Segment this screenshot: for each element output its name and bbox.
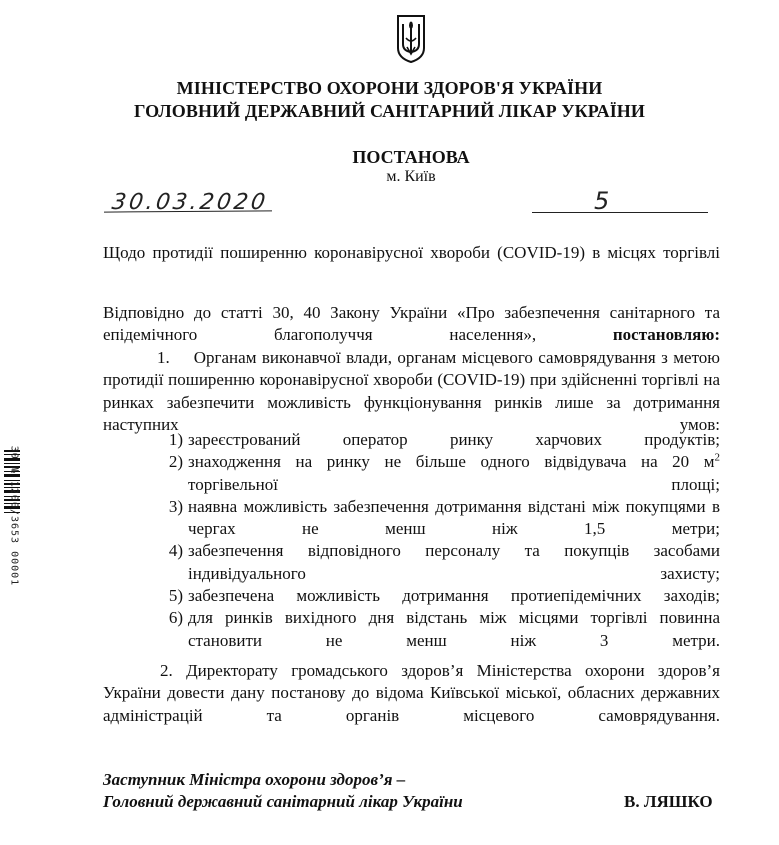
list-item-number: 2) — [168, 452, 183, 472]
list-item — [103, 585, 720, 607]
point-1 — [103, 347, 720, 436]
conditions-list — [103, 429, 720, 652]
document-subject: Щодо протидії поширенню коронавірусної хвороби (COVID-19) в місцях торгівлі — [103, 243, 720, 262]
list-item-number: 3) — [168, 496, 183, 516]
list-item-number: 4) — [168, 541, 183, 561]
list-item — [103, 429, 720, 451]
point-2-text: 2. Директорату громадського здоров’я Міністерства охорони здоров’я України довести дану постанову до відома Київської міської, обласних державних адміністрацій та органів місцевого самоврядування. — [103, 661, 720, 725]
list-item-number: 6) — [168, 608, 183, 628]
point-1-text: Органам виконавчої влади, органам місцевого самоврядування з метою протидії поширенню коронавірусної хвороби (COVID-19) при здійсненні торгівлі на ринках забезпечити можливість функціонування ринків лише за дотримання наступних умов: — [103, 348, 720, 434]
signer-position-line1: Заступник Міністра охорони здоров’я – — [103, 770, 406, 789]
ministry-title: МІНІСТЕРСТВО ОХОРОНИ ЗДОРОВ'Я УКРАЇНИ — [176, 78, 603, 98]
list-item-text: забезпечення відповідного персоналу та покупців засобами індивідуального захисту; — [188, 541, 720, 583]
chief-sanitary-doctor-title: ГОЛОВНИЙ ДЕРЖАВНИЙ САНІТАРНИЙ ЛІКАР УКРАЇНИ — [133, 101, 646, 121]
preamble-resolution: постановляю: — [612, 325, 721, 345]
document-type: ПОСТАНОВА — [352, 147, 470, 167]
list-item-text: забезпечена можливість дотримання протиепідемічних заходів; — [188, 586, 720, 606]
list-item-number: 1) — [168, 430, 183, 449]
preamble-text: Відповідно до статті 30, 40 Закону України «Про забезпечення санітарного та епідемічного благополуччя населення», — [103, 303, 720, 345]
barcode-number: 30 № 1200/3653 00001 — [8, 445, 20, 587]
list-item — [103, 451, 720, 496]
coat-of-arms-icon — [396, 14, 426, 64]
point-2 — [103, 660, 720, 727]
handwritten-date: 30.03.2020 — [110, 190, 270, 215]
handwritten-number: 5 — [594, 187, 610, 215]
superscript: 2 — [714, 451, 720, 464]
list-item-text: наявна можливість забезпечення дотримання відстані між покупцями в чергах не менш ніж 1,5 метри; — [188, 496, 720, 539]
list-item-text: зареєстрований оператор ринку харчових продуктів; — [188, 430, 720, 449]
list-item-text: знаходження на ринку не більше одного відвідувача на 20 $м^2$ торгівельної площі; — [188, 451, 720, 494]
point-1-number: 1. — [157, 348, 170, 367]
list-item-number: 5) — [168, 586, 183, 606]
list-item — [103, 540, 720, 585]
list-item — [103, 496, 720, 541]
list-item — [103, 607, 720, 652]
list-item-text: для ринків вихідного дня відстань між місцями торгівлі повинна становити не менш ніж 3 метри. — [188, 608, 720, 650]
preamble — [103, 302, 720, 347]
signer-position-line2: Головний державний санітарний лікар України — [103, 792, 463, 811]
signer-name: В. ЛЯШКО — [624, 792, 713, 811]
number-underline — [532, 212, 708, 213]
document-city: м. Київ — [386, 168, 436, 185]
